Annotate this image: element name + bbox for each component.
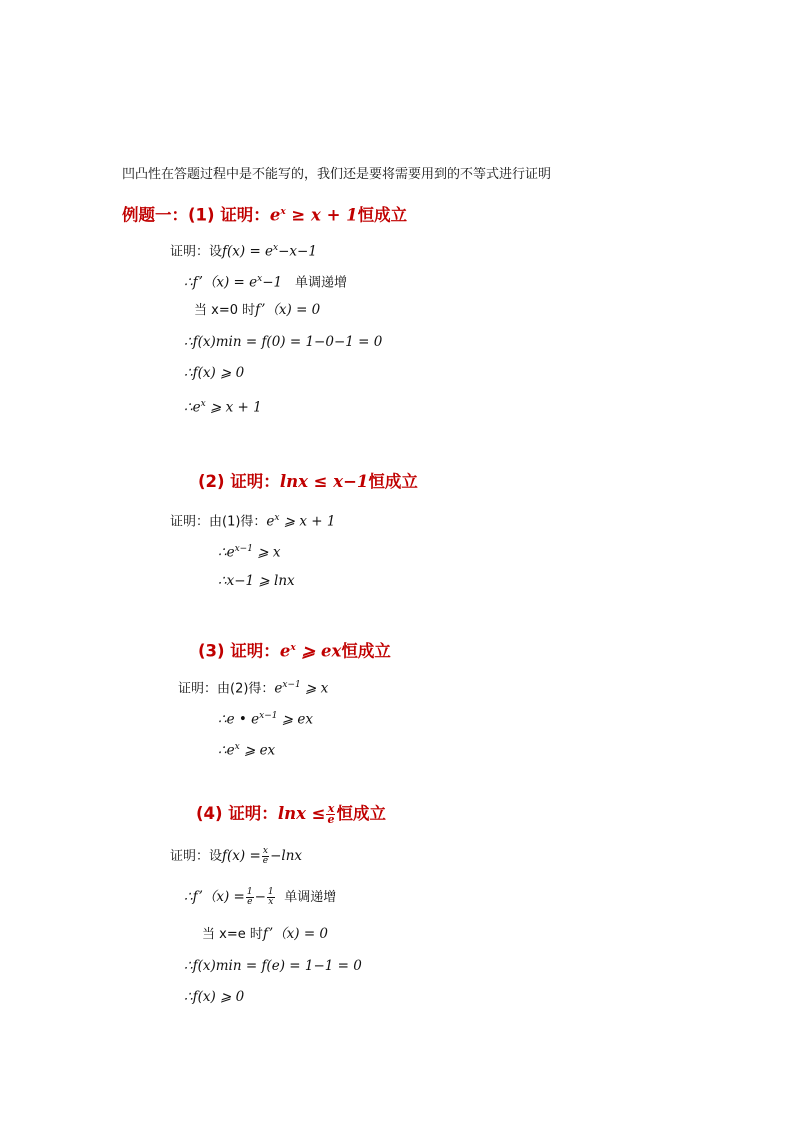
example1-heading: 例题一：(1) 证明：$e^x \ge x + 1$恒成立 bbox=[122, 205, 408, 225]
ex1-proof-line-6: $\therefore e^x$ ⩾ x + 1 bbox=[184, 399, 262, 416]
ex1-proof-line-1: 证明：设$f(x) = e^x-x-1$ bbox=[170, 243, 317, 260]
ex2-proof-line-1: 证明：由(1)得：$e^x$ ⩾ x + 1 bbox=[170, 513, 336, 530]
heading-fraction: $\frac{x}{e}$ bbox=[327, 802, 335, 826]
fraction-1-over-x: $\frac{1}{x}$ bbox=[267, 887, 274, 907]
example4-heading: (4) 证明：lnx ≤ $\frac{x}{e}$ 恒成立 bbox=[196, 802, 386, 826]
ex1-proof-line-5: ∴f(x) ⩾ 0 bbox=[184, 365, 245, 381]
ex2-proof-line-3: ∴x−1 ⩾ lnx bbox=[218, 573, 295, 589]
ex4-proof-line-3: 当 x=e 时f’（x) = 0 bbox=[202, 926, 329, 942]
ex3-proof-line-3: $\therefore e^x$ ⩾ ex bbox=[218, 742, 276, 759]
ex2-proof-line-2: $\therefore e^{x-1}$ ⩾ x bbox=[218, 544, 281, 561]
ex1-proof-line-3: 当 x=0 时f’（x) = 0 bbox=[194, 302, 321, 318]
ex1-proof-line-2: ∴f’（x) = $e^x-1$ 单调递增 bbox=[184, 274, 348, 291]
example2-heading: (2) 证明：lnx ≤ x−1恒成立 bbox=[198, 472, 418, 491]
ex4-proof-line-4: ∴f(x)min = f(e) = 1−1 = 0 bbox=[184, 958, 362, 974]
ex4-proof-line-5: ∴f(x) ⩾ 0 bbox=[184, 989, 245, 1005]
intro-text: 凹凸性在答题过程中是不能写的，我们还是要将需要用到的不等式进行证明 bbox=[122, 167, 552, 182]
fraction-x-over-e: $\frac{x}{e}$ bbox=[262, 846, 269, 866]
ex1-proof-line-4: ∴f(x)min = f(0) = 1−0−1 = 0 bbox=[184, 334, 383, 350]
ex3-proof-line-1: 证明：由(2)得：$e^{x-1}$ ⩾ x bbox=[178, 680, 329, 697]
ex4-proof-line-2: ∴f’（x) = $\frac{1}{e}$ − $\frac{1}{x}$ 单调递增 bbox=[184, 887, 337, 907]
ex4-proof-line-1: 证明：设f(x) = $\frac{x}{e}$ −lnx bbox=[170, 846, 303, 866]
fraction-1-over-e: $\frac{1}{e}$ bbox=[246, 887, 253, 907]
ex3-proof-line-2: ∴e • $e^{x-1}$ ⩾ ex bbox=[218, 711, 313, 728]
example3-heading: (3) 证明：$e^x$ ⩾ ex恒成立 bbox=[198, 641, 391, 661]
